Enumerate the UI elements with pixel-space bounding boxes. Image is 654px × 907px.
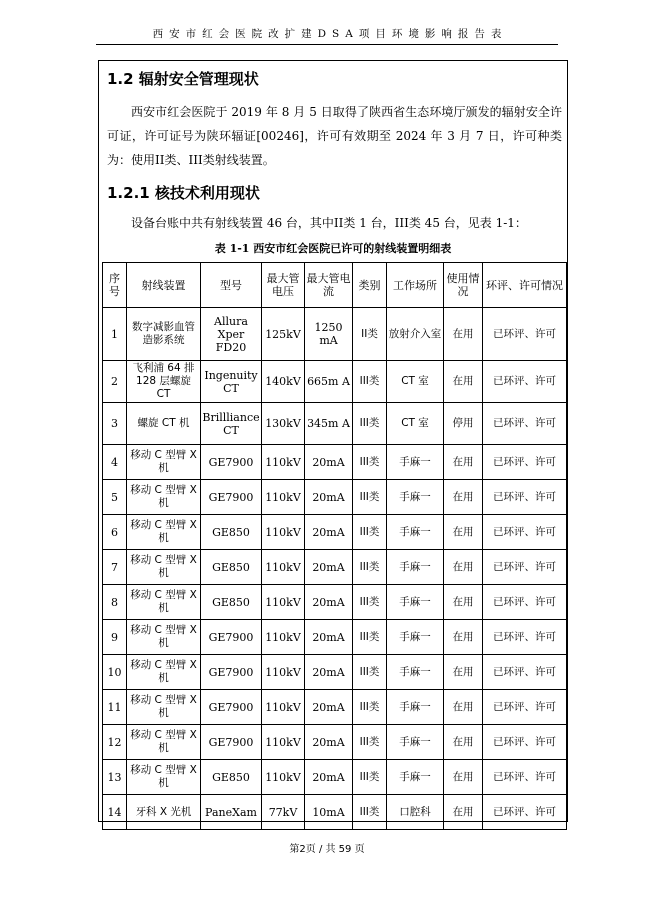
device-table	[102, 262, 567, 830]
cell-model: GE7900	[201, 445, 262, 480]
cell-index: 8	[103, 585, 127, 620]
cell-license: 已环评、许可	[483, 515, 567, 550]
cell-model: GE850	[201, 585, 262, 620]
cell-device: 螺旋 CT 机	[127, 403, 201, 445]
table-row	[103, 445, 567, 480]
cell-class: III类	[353, 725, 387, 760]
cell-index: 12	[103, 725, 127, 760]
cell-index: 4	[103, 445, 127, 480]
cell-model: Brillliance CT	[201, 403, 262, 445]
cell-voltage: 110kV	[262, 760, 305, 795]
cell-model: Allura Xper FD20	[201, 308, 262, 361]
cell-license: 已环评、许可	[483, 403, 567, 445]
cell-index: 2	[103, 361, 127, 403]
cell-license: 已环评、许可	[483, 725, 567, 760]
cell-voltage: 110kV	[262, 620, 305, 655]
table-row	[103, 403, 567, 445]
cell-current: 20mA	[305, 760, 353, 795]
cell-current: 20mA	[305, 445, 353, 480]
cell-license: 已环评、许可	[483, 308, 567, 361]
cell-location: 手麻一	[387, 725, 444, 760]
cell-class: III类	[353, 361, 387, 403]
table-row	[103, 725, 567, 760]
cell-model: GE7900	[201, 620, 262, 655]
cell-model: GE7900	[201, 725, 262, 760]
cell-license: 已环评、许可	[483, 550, 567, 585]
cell-index: 3	[103, 403, 127, 445]
cell-model: GE850	[201, 760, 262, 795]
cell-location: CT 室	[387, 403, 444, 445]
cell-device: 飞利浦 64 排 128 层螺旋 CT	[127, 361, 201, 403]
cell-device: 移动 C 型臂 X 机	[127, 515, 201, 550]
cell-status: 在用	[444, 690, 483, 725]
cell-current: 1250 mA	[305, 308, 353, 361]
cell-status: 停用	[444, 403, 483, 445]
table-row	[103, 655, 567, 690]
cell-current: 20mA	[305, 515, 353, 550]
cell-license: 已环评、许可	[483, 655, 567, 690]
cell-voltage: 125kV	[262, 308, 305, 361]
cell-model: GE7900	[201, 690, 262, 725]
cell-license: 已环评、许可	[483, 690, 567, 725]
cell-current: 20mA	[305, 620, 353, 655]
header-rule	[96, 44, 558, 45]
cell-device: 移动 C 型臂 X 机	[127, 620, 201, 655]
cell-current: 665m A	[305, 361, 353, 403]
running-header: 西安市红会医院改扩建DSA项目环境影响报告表	[152, 28, 508, 40]
cell-location: 手麻一	[387, 655, 444, 690]
section-paragraph: 西安市红会医院于 2019 年 8 月 5 日取得了陕西省生态环境厅颁发的辐射安全许可证，许可证号为陕环辐证[00246]，许可有效期至 2024 年 3 月 7 日，许可种类为：使用II类、III类射线装置。	[107, 105, 562, 167]
cell-status: 在用	[444, 515, 483, 550]
table-row	[103, 690, 567, 725]
cell-status: 在用	[444, 795, 483, 830]
cell-voltage: 110kV	[262, 515, 305, 550]
cell-model: PaneXam	[201, 795, 262, 830]
header-cell-device: 射线装置	[127, 263, 201, 308]
cell-index: 5	[103, 480, 127, 515]
cell-location: 手麻一	[387, 550, 444, 585]
cell-license: 已环评、许可	[483, 361, 567, 403]
cell-location: 放射介入室	[387, 308, 444, 361]
table-caption: 表 1-1 西安市红会医院已许可的射线装置明细表	[214, 242, 452, 255]
cell-model: GE7900	[201, 480, 262, 515]
cell-status: 在用	[444, 655, 483, 690]
cell-location: 手麻一	[387, 690, 444, 725]
cell-current: 345m A	[305, 403, 353, 445]
cell-voltage: 110kV	[262, 655, 305, 690]
cell-voltage: 130kV	[262, 403, 305, 445]
cell-class: III类	[353, 515, 387, 550]
cell-status: 在用	[444, 480, 483, 515]
table-row	[103, 308, 567, 361]
cell-license: 已环评、许可	[483, 480, 567, 515]
cell-index: 6	[103, 515, 127, 550]
cell-status: 在用	[444, 760, 483, 795]
cell-status: 在用	[444, 445, 483, 480]
header-cell-license: 环评、许可情况	[483, 263, 567, 308]
cell-model: GE7900	[201, 655, 262, 690]
cell-class: III类	[353, 585, 387, 620]
cell-license: 已环评、许可	[483, 620, 567, 655]
cell-voltage: 110kV	[262, 585, 305, 620]
cell-model: Ingenuity CT	[201, 361, 262, 403]
cell-current: 20mA	[305, 655, 353, 690]
cell-voltage: 77kV	[262, 795, 305, 830]
cell-class: II类	[353, 308, 387, 361]
cell-device: 数字减影血管造影系统	[127, 308, 201, 361]
table-row	[103, 620, 567, 655]
cell-class: III类	[353, 795, 387, 830]
cell-index: 10	[103, 655, 127, 690]
cell-location: CT 室	[387, 361, 444, 403]
page-footer: 第2页 / 共 59 页	[289, 844, 365, 855]
cell-device: 移动 C 型臂 X 机	[127, 585, 201, 620]
cell-class: III类	[353, 550, 387, 585]
cell-location: 手麻一	[387, 585, 444, 620]
cell-voltage: 110kV	[262, 480, 305, 515]
cell-class: III类	[353, 480, 387, 515]
table-row	[103, 585, 567, 620]
cell-index: 7	[103, 550, 127, 585]
table-row	[103, 760, 567, 795]
cell-voltage: 110kV	[262, 550, 305, 585]
cell-voltage: 110kV	[262, 445, 305, 480]
cell-class: III类	[353, 655, 387, 690]
cell-device: 移动 C 型臂 X 机	[127, 725, 201, 760]
cell-index: 11	[103, 690, 127, 725]
cell-class: III类	[353, 403, 387, 445]
cell-device: 牙科 X 光机	[127, 795, 201, 830]
cell-status: 在用	[444, 361, 483, 403]
cell-device: 移动 C 型臂 X 机	[127, 550, 201, 585]
table-header-row	[103, 263, 567, 308]
table-row	[103, 795, 567, 830]
cell-class: III类	[353, 690, 387, 725]
cell-index: 1	[103, 308, 127, 361]
cell-model: GE850	[201, 515, 262, 550]
cell-location: 手麻一	[387, 445, 444, 480]
cell-device: 移动 C 型臂 X 机	[127, 445, 201, 480]
cell-class: III类	[353, 620, 387, 655]
cell-current: 20mA	[305, 690, 353, 725]
cell-license: 已环评、许可	[483, 445, 567, 480]
cell-license: 已环评、许可	[483, 795, 567, 830]
header-cell-model: 型号	[201, 263, 262, 308]
section-heading: 1.2 辐射安全管理现状	[107, 70, 259, 88]
cell-model: GE850	[201, 550, 262, 585]
cell-location: 手麻一	[387, 515, 444, 550]
cell-device: 移动 C 型臂 X 机	[127, 760, 201, 795]
header-cell-location: 工作场所	[387, 263, 444, 308]
cell-location: 手麻一	[387, 480, 444, 515]
cell-voltage: 140kV	[262, 361, 305, 403]
cell-index: 9	[103, 620, 127, 655]
cell-current: 10mA	[305, 795, 353, 830]
header-cell-index: 序号	[103, 263, 127, 308]
header-cell-voltage: 最大管电压	[262, 263, 305, 308]
header-cell-status: 使用情况	[444, 263, 483, 308]
cell-index: 13	[103, 760, 127, 795]
cell-index: 14	[103, 795, 127, 830]
cell-license: 已环评、许可	[483, 585, 567, 620]
cell-device: 移动 C 型臂 X 机	[127, 690, 201, 725]
subsection-paragraph: 设备台账中共有射线装置 46 台，其中II类 1 台，III类 45 台，见表 1-1：	[131, 216, 527, 230]
table-row	[103, 550, 567, 585]
cell-status: 在用	[444, 725, 483, 760]
cell-location: 口腔科	[387, 795, 444, 830]
cell-status: 在用	[444, 308, 483, 361]
cell-current: 20mA	[305, 480, 353, 515]
header-cell-current: 最大管电流	[305, 263, 353, 308]
cell-status: 在用	[444, 550, 483, 585]
cell-current: 20mA	[305, 725, 353, 760]
cell-status: 在用	[444, 585, 483, 620]
cell-class: III类	[353, 760, 387, 795]
cell-device: 移动 C 型臂 X 机	[127, 655, 201, 690]
cell-license: 已环评、许可	[483, 760, 567, 795]
cell-voltage: 110kV	[262, 690, 305, 725]
table-row	[103, 480, 567, 515]
cell-current: 20mA	[305, 585, 353, 620]
cell-device: 移动 C 型臂 X 机	[127, 480, 201, 515]
header-cell-class: 类别	[353, 263, 387, 308]
subsection-heading: 1.2.1 核技术利用现状	[107, 184, 260, 202]
cell-status: 在用	[444, 620, 483, 655]
cell-location: 手麻一	[387, 620, 444, 655]
cell-voltage: 110kV	[262, 725, 305, 760]
table-row	[103, 515, 567, 550]
cell-location: 手麻一	[387, 760, 444, 795]
table-row	[103, 361, 567, 403]
cell-class: III类	[353, 445, 387, 480]
cell-current: 20mA	[305, 550, 353, 585]
